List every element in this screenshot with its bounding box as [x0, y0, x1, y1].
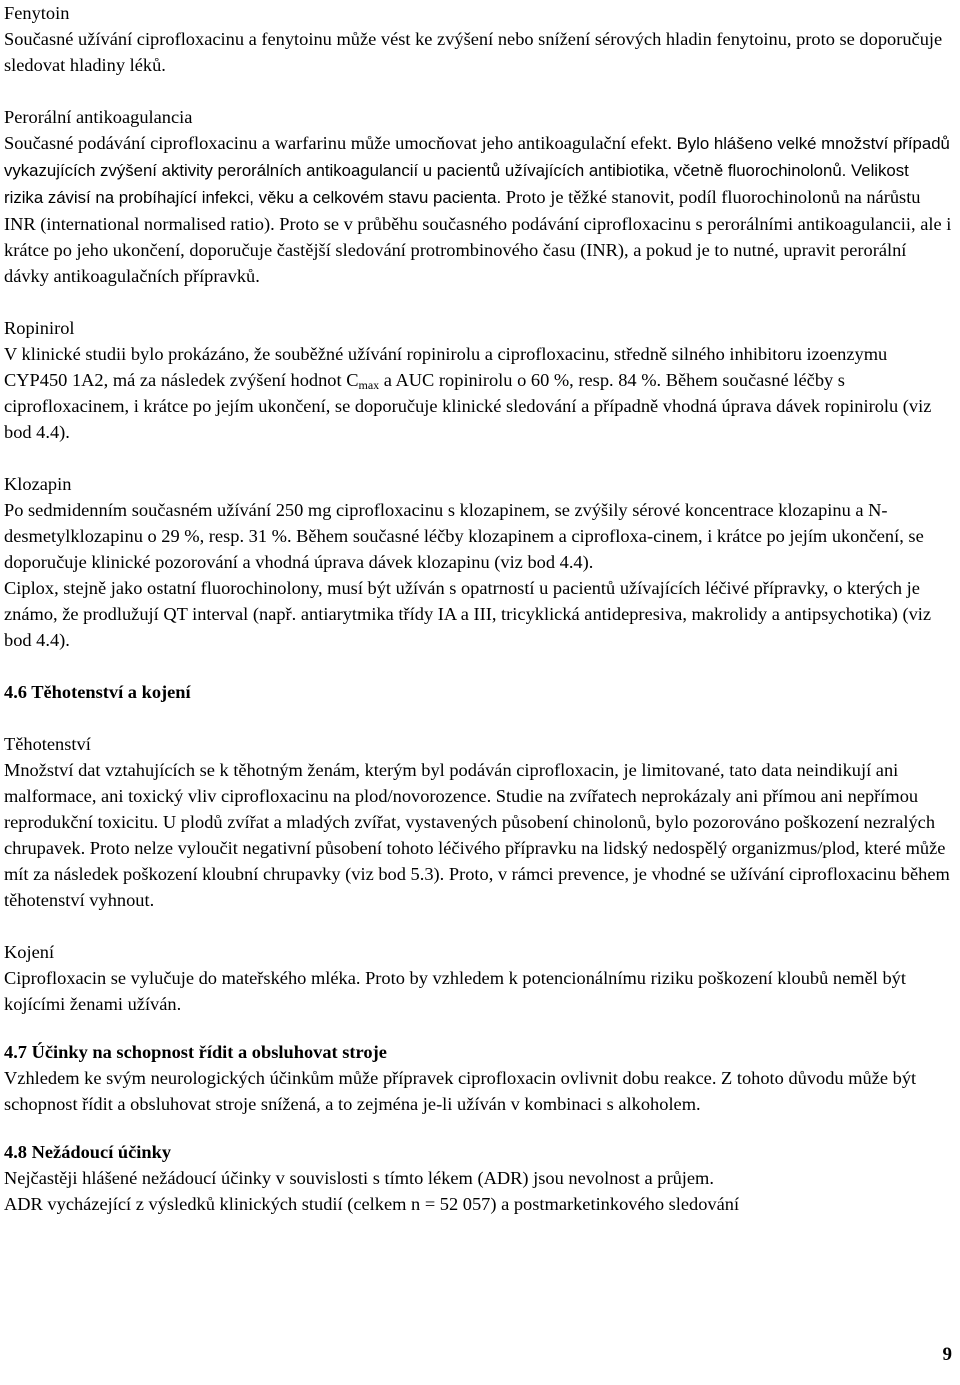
- ropinirol-text-1: V klinické studii bylo prokázáno, že souběžné užívání ropinirolu a ciprofloxacinu, středně silného inhibitoru izoenzymu CYP450 1A2, má za následek zvýšení hodnot C: [4, 344, 888, 390]
- ropinirol-text-2: a AUC ropinirolu o 60 %, resp. 84 %. Během současné léčby s ciprofloxacinem, i krátce po jejím ukončení, se doporučuje klinické sledování a případně vhodná úprava dávek ropinirolu (viz bod 4.4).: [4, 370, 932, 442]
- tehotenstvi-paragraph: Množství dat vztahujících se k těhotným ženám, kterým byl podáván ciprofloxacin, je limitované, tato data neindikují ani malformace, ani toxický vliv ciprofloxacinu na plod/novorozence. Studie na zvířatech neprokázaly ani přímou ani nepřímou reprodukční toxicitu. U plodů zvířat a mladých zvířat, vystavených působení chinolonů, bylo pozorováno poškození nezralých chrupavek. Proto nelze vyloučit negativní působení tohoto léčivého přípravku na lidský nedospělý organizmus/plod, které může mít za následek poškození kloubní chrupavky (viz bod 5.3). Proto, v rámci prevence, je vhodné se užívání ciprofloxacinu během těhotenství vyhnout.: [4, 760, 950, 910]
- spacer: [4, 289, 952, 315]
- page-number: 9: [942, 1344, 952, 1365]
- antikoagulancia-text-3: Proto je těžké stanovit, podíl fluorochinolonů na nárůstu INR (international normalised ratio). Proto se v průběhu současného podávání ciprofloxacinu s perorálními antikoagulancii, ale i krátce po jeho ukončení, doporučuje častější sledování protrombinového času (INR), a pokud je to nutné, upravit perorální dávky antikoagulačních přípravků.: [4, 187, 952, 286]
- document-page: [4, 0, 952, 1217]
- section-4-7-heading: 4.7 Účinky na schopnost řídit a obsluhovat stroje: [4, 1042, 387, 1062]
- section-4-6-heading: 4.6 Těhotenství a kojení: [4, 682, 191, 702]
- klozapin-heading: Klozapin: [4, 474, 72, 494]
- antikoagulancia-text-2: Bylo hlášeno velké množství případů vykazujících zvýšení aktivity perorálních antikoagulancií u pacientů užívajících antibiotika, včetně fluorochinolonů. Velikost rizika závisí na probíhající infekci, věku a celkovém stavu pacienta.: [4, 134, 950, 207]
- spacer: [4, 78, 952, 104]
- section-4-8-line-2: ADR vycházející z výsledků klinických studií (celkem n = 52 057) a postmarketinkového sledování: [4, 1194, 740, 1214]
- spacer: [4, 913, 952, 939]
- spacer: [4, 705, 952, 731]
- section-4-7-paragraph: Vzhledem ke svým neurologických účinkům může přípravek ciprofloxacin ovlivnit dobu reakce. Z tohoto důvodu může být schopnost řídit a obsluhovat stroje snížená, a to zejména je-li užíván v kombinaci s alkoholem.: [4, 1068, 917, 1114]
- fenytoin-heading: Fenytoin: [4, 3, 70, 23]
- ciplox-qt-paragraph: Ciplox, stejně jako ostatní fluorochinolony, musí být užíván s opatrností u pacientů užívajících léčivé přípravky, o kterých je známo, že prodlužují QT interval (např. antiarytmika třídy IA a III, tricyklická antidepresiva, makrolidy a antipsychotika) (viz bod 4.4).: [4, 578, 932, 650]
- ropinirol-heading: Ropinirol: [4, 318, 75, 338]
- cmax-subscript: max: [358, 378, 380, 392]
- antikoagulancia-heading: Perorální antikoagulancia: [4, 107, 193, 127]
- section-4-8-line-1: Nejčastěji hlášené nežádoucí účinky v souvislosti s tímto lékem (ADR) jsou nevolnost a průjem.: [4, 1168, 714, 1188]
- klozapin-paragraph: Po sedmidenním současném užívání 250 mg ciprofloxacinu s klozapinem, se zvýšily sérové koncentrace klozapinu a N-desmetylklozapinu o 29 %, resp. 31 %. Během současné léčby klozapinem a ciprofloxa-cinem, i krátce po jejím ukončení, se doporučuje klinické pozorování a vhodná úprava dávek klozapinu (viz bod 4.4).: [4, 500, 924, 572]
- spacer: [4, 653, 952, 679]
- ropinirol-paragraph: [4, 341, 952, 445]
- antikoagulancia-paragraph: [4, 130, 952, 289]
- tehotenstvi-heading: Těhotenství: [4, 734, 91, 754]
- section-4-8-heading: 4.8 Nežádoucí účinky: [4, 1142, 172, 1162]
- spacer: [4, 445, 952, 471]
- antikoagulancia-text-1: Současné podávání ciprofloxacinu a warfarinu může umocňovat jeho antikoagulační efekt.: [4, 133, 672, 153]
- kojeni-heading: Kojení: [4, 942, 55, 962]
- spacer: [4, 1017, 952, 1039]
- spacer: [4, 1117, 952, 1139]
- kojeni-paragraph: Ciprofloxacin se vylučuje do mateřského mléka. Proto by vzhledem k potencionálnímu riziku poškození kloubů neměl být kojícími ženami užíván.: [4, 968, 906, 1014]
- fenytoin-paragraph: Současné užívání ciprofloxacinu a fenytoinu může vést ke zvýšení nebo snížení sérových hladin fenytoinu, proto se doporučuje sledovat hladiny léků.: [4, 29, 943, 75]
